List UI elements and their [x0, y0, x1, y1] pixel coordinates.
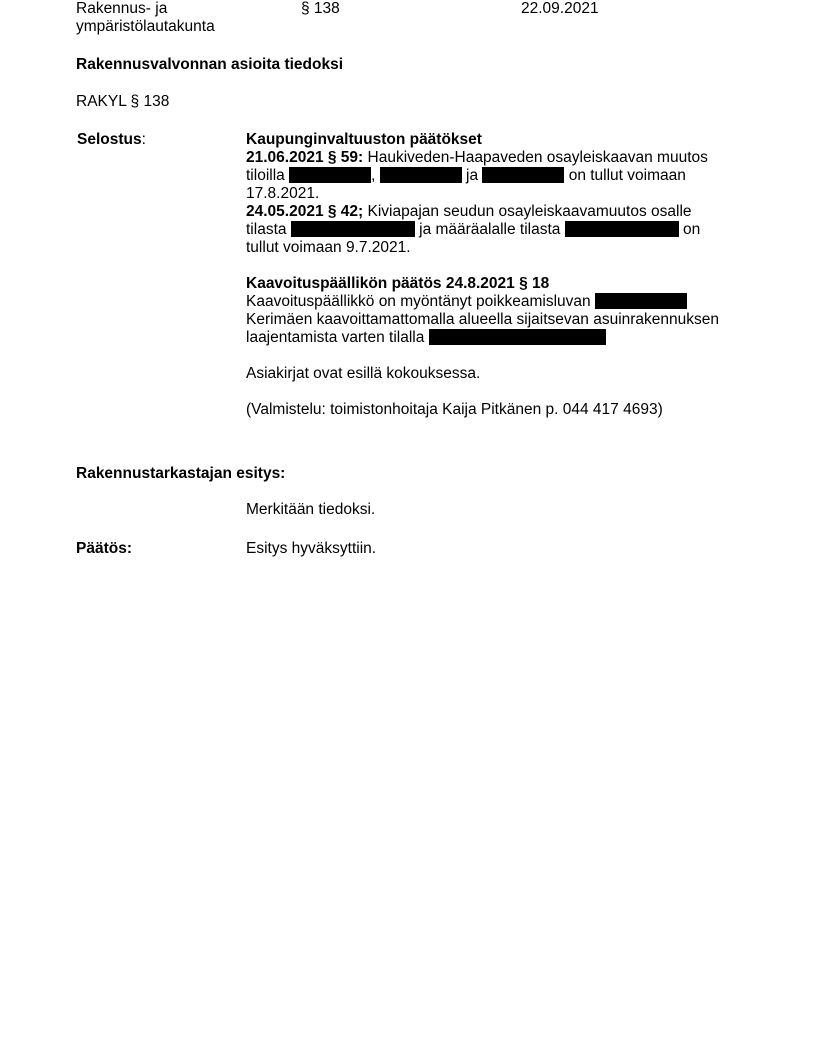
planning-heading: Kaavoituspäällikön päätös 24.8.2021 § 18 — [246, 275, 550, 292]
organization-line2: ympäristölautakunta — [76, 18, 215, 35]
item2-text-b: tilasta — [246, 221, 291, 238]
documents-note: Asiakirjat ovat esillä kokouksessa. — [246, 365, 481, 382]
redaction-box — [380, 167, 462, 183]
item1-ref: 21.06.2021 § 59: — [246, 149, 364, 166]
document-title: Rakennusvalvonnan asioita tiedoksi — [76, 56, 344, 73]
selostus-label-text: Selostus — [77, 131, 142, 148]
planning-line3: laajentamista varten tilalla — [246, 329, 429, 346]
item1-text-b: tiloilla — [246, 167, 290, 184]
redaction-box — [289, 167, 371, 183]
redaction-box — [565, 221, 679, 237]
redaction-box — [595, 293, 687, 309]
organization-name — [76, 0, 215, 36]
selostus-body — [246, 131, 746, 419]
item2-sep1: ja määräalalle tilasta — [414, 221, 565, 238]
item1-sep1: , — [371, 167, 376, 184]
council-item-2 — [246, 203, 746, 257]
item1-text-d: 17.8.2021. — [246, 185, 320, 202]
planning-decision — [246, 293, 746, 347]
council-heading: Kaupunginvaltuuston päätökset — [246, 131, 482, 148]
item2-ref: 24.05.2021 § 42; — [246, 203, 364, 220]
item1-text-a: Haukiveden-Haapaveden osayleiskaavan muutos — [363, 149, 708, 166]
redaction-box — [482, 167, 564, 183]
item1-text-c: on tullut voimaan — [564, 167, 686, 184]
header-date: 22.09.2021 — [521, 0, 599, 17]
planning-line2: Kerimäen kaavoittamattomalla alueella sijaitsevan asuinrakennuksen — [246, 311, 720, 328]
planning-line1: Kaavoituspäällikkö on myöntänyt poikkeamisluvan — [246, 293, 595, 310]
proposal-label: Rakennustarkastajan esitys: — [76, 465, 286, 482]
decision-text: Esitys hyväksyttiin. — [246, 540, 377, 557]
item1-sep2: ja — [461, 167, 483, 184]
preparer-note: (Valmistelu: toimistonhoitaja Kaija Pitkänen p. 044 417 4693) — [246, 401, 663, 418]
redaction-box — [429, 329, 606, 345]
proposal-text: Merkitään tiedoksi. — [246, 501, 376, 518]
item2-text-a: Kiviapajan seudun osayleiskaavamuutos osalle — [363, 203, 692, 220]
reference: RAKYL § 138 — [76, 93, 170, 110]
selostus-label-colon: : — [141, 131, 146, 148]
header-section: § 138 — [301, 0, 340, 17]
item2-text-d: tullut voimaan 9.7.2021. — [246, 239, 411, 256]
item2-text-c: on — [678, 221, 701, 238]
council-item-1 — [246, 149, 746, 203]
organization-line1: Rakennus- ja — [76, 0, 168, 17]
redaction-box — [291, 221, 415, 237]
selostus-label — [77, 131, 146, 149]
decision-label: Päätös: — [76, 540, 132, 557]
